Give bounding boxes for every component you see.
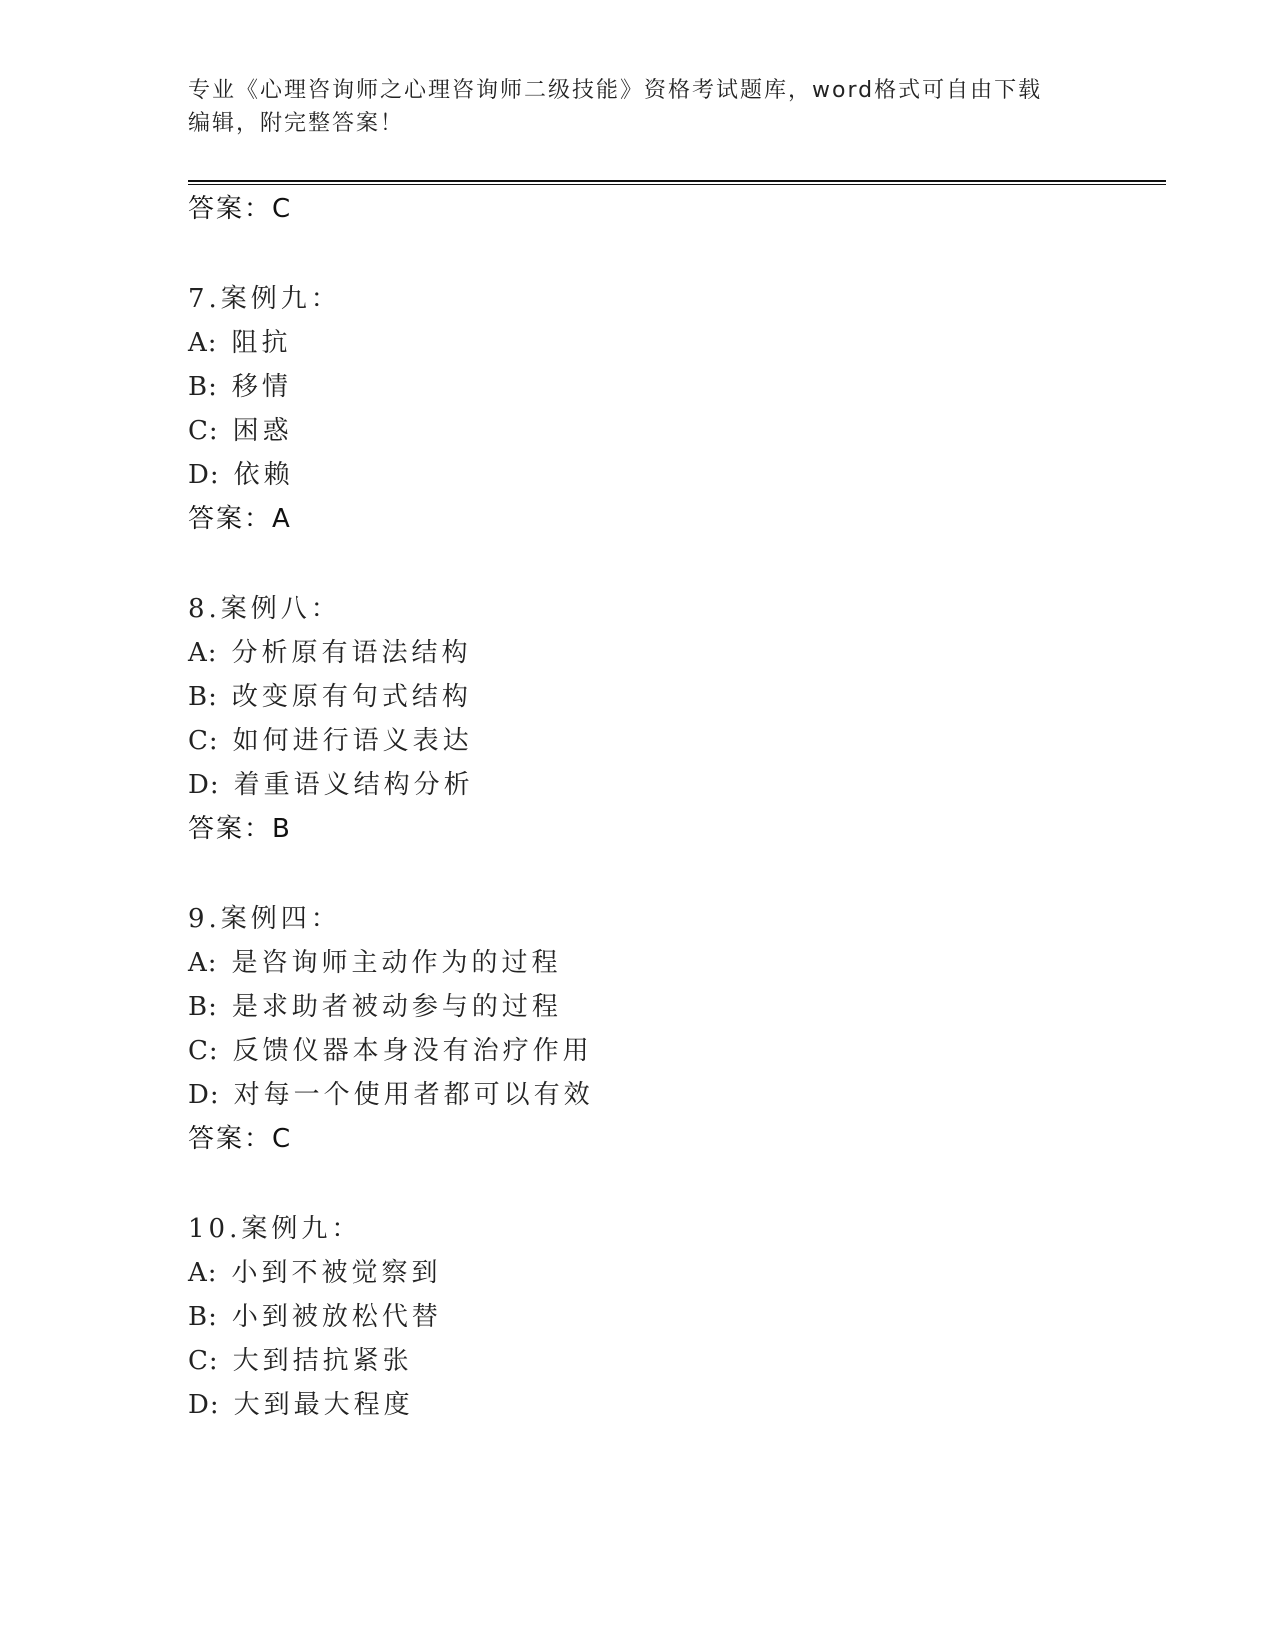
option-letter: C: <box>188 416 219 446</box>
option-letter: B: <box>188 1302 218 1332</box>
option-line <box>188 990 562 1024</box>
answer-line: 答案：C <box>188 1124 293 1154</box>
option-text: 着重语义结构分析 <box>233 770 474 800</box>
option-line <box>188 680 472 714</box>
option-line <box>188 724 473 758</box>
header-line-2: 编辑，附完整答案！ <box>188 111 405 136</box>
question-title: 10.案例九： <box>188 1214 362 1244</box>
option-text: 大到拮抗紧张 <box>232 1346 413 1376</box>
option-text: 小到被放松代替 <box>231 1302 442 1332</box>
option-letter: D: <box>188 1390 220 1420</box>
option-line <box>188 1388 414 1422</box>
question-title: 9.案例四： <box>188 904 341 934</box>
option-text: 分析原有语法结构 <box>231 638 472 668</box>
option-text: 小到不被觉察到 <box>231 1258 442 1288</box>
option-letter: A: <box>188 328 218 358</box>
option-letter: B: <box>188 682 218 712</box>
option-text: 改变原有句式结构 <box>231 682 472 712</box>
option-line <box>188 768 474 802</box>
option-text: 对每一个使用者都可以有效 <box>233 1080 594 1110</box>
answer-line: 答案：A <box>188 504 292 534</box>
document-header <box>188 74 1088 140</box>
option-letter: C: <box>188 1036 219 1066</box>
option-line <box>188 1344 413 1378</box>
option-line <box>188 370 292 404</box>
option-letter: B: <box>188 372 218 402</box>
option-line <box>188 636 472 670</box>
option-line <box>188 946 562 980</box>
option-letter: D: <box>188 460 220 490</box>
option-line <box>188 1078 594 1112</box>
answer-line: 答案：C <box>188 194 293 224</box>
option-letter: C: <box>188 726 219 756</box>
option-line <box>188 458 294 492</box>
option-text: 移情 <box>231 372 292 402</box>
option-text: 依赖 <box>233 460 294 490</box>
option-text: 是咨询师主动作为的过程 <box>231 948 562 978</box>
question-title: 8.案例八： <box>188 594 341 624</box>
option-text: 反馈仪器本身没有治疗作用 <box>232 1036 593 1066</box>
option-letter: D: <box>188 1080 220 1110</box>
option-text: 困惑 <box>232 416 293 446</box>
option-text: 大到最大程度 <box>233 1390 414 1420</box>
option-letter: D: <box>188 770 220 800</box>
option-text: 阻抗 <box>231 328 292 358</box>
option-line <box>188 326 292 360</box>
option-letter: A: <box>188 948 218 978</box>
option-line <box>188 1300 442 1334</box>
option-letter: B: <box>188 992 218 1022</box>
header-line-1: 专业《心理咨询师之心理咨询师二级技能》资格考试题库，word格式可自由下载 <box>188 78 1043 103</box>
option-line <box>188 1256 442 1290</box>
option-text: 如何进行语义表达 <box>232 726 473 756</box>
option-line <box>188 1034 593 1068</box>
option-line <box>188 414 293 448</box>
option-letter: A: <box>188 638 218 668</box>
header-divider-thin <box>188 184 1166 185</box>
option-letter: A: <box>188 1258 218 1288</box>
question-title: 7.案例九： <box>188 284 341 314</box>
option-text: 是求助者被动参与的过程 <box>231 992 562 1022</box>
header-divider-thick <box>188 180 1166 182</box>
option-letter: C: <box>188 1346 219 1376</box>
answer-line: 答案：B <box>188 814 292 844</box>
